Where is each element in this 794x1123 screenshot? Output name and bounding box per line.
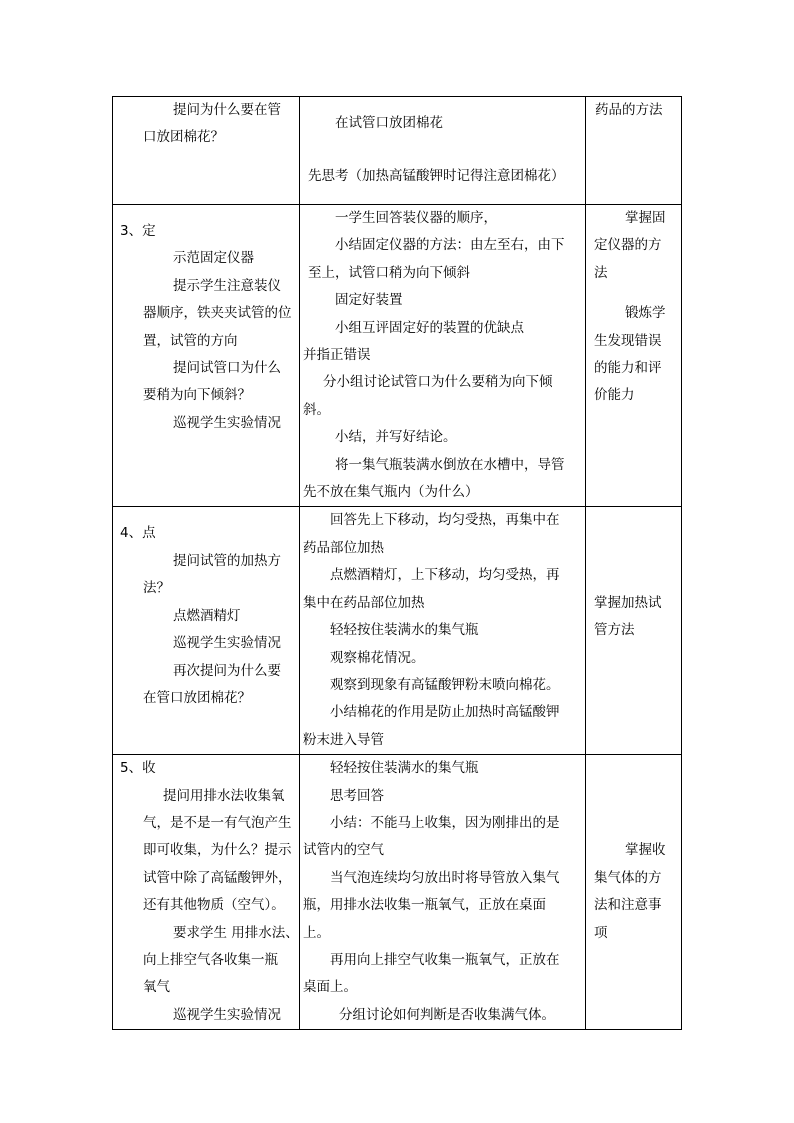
text-line: 瓶，用排水法收集一瓶氧气，正放在桌面 (303, 897, 546, 914)
text-line: 提问试管口为什么 (173, 360, 281, 377)
table-row (113, 755, 682, 1030)
text-line: 器顺序，铁夹夹试管的位 (143, 305, 292, 322)
text-line: 法 (594, 264, 608, 281)
step-label: 4、点 (120, 525, 156, 542)
text-line: 还有其他物质（空气）。 (143, 897, 285, 914)
text-line: 回答先上下移动，均匀受热，再集中在 (330, 512, 560, 529)
table-row (113, 97, 682, 205)
text-line: 观察到现象有高锰酸钾粉末喷向棉花。 (330, 676, 560, 693)
step-label: 5、收 (120, 760, 156, 777)
text-line: 示范固定仪器 (173, 250, 254, 267)
text-line: 小结固定仪器的方法：由左至右，由下 (335, 237, 565, 254)
teacher-activity-cell (113, 97, 300, 205)
text-line: 上。 (303, 924, 330, 941)
text-line: 粉末进入导管 (303, 731, 384, 748)
teacher-activity-cell (113, 507, 300, 755)
text-line: 巡视学生实验情况 (173, 414, 281, 431)
table-row (113, 507, 682, 755)
step-label: 3、定 (120, 223, 156, 239)
text-line: 口放团棉花？ (143, 129, 224, 146)
text-line: 巡视学生实验情况 (173, 635, 281, 652)
text-line: 掌握加热试 (594, 594, 662, 611)
purpose-cell (586, 205, 682, 507)
text-line: 项 (594, 924, 608, 941)
text-line: 再次提问为什么要 (173, 662, 281, 679)
student-activity-cell (300, 205, 586, 507)
text-line: 锻炼学 (625, 305, 666, 322)
teacher-activity-cell (113, 755, 300, 1030)
text-line: 的能力和评 (594, 360, 662, 377)
text-line: 一学生回答装仪器的顺序， (335, 210, 497, 226)
text-line: 集气体的方 (594, 869, 662, 886)
text-line: 提示学生注意装仪 (173, 277, 281, 294)
student-activity-cell (300, 755, 586, 1030)
text-line: 再用向上排空气收集一瓶氧气，正放在 (330, 951, 560, 968)
text-line: 轻轻按住装满水的集气瓶 (330, 622, 479, 639)
text-line: 提问试管的加热方 (173, 552, 281, 569)
text-line: 提问为什么要在管 (173, 102, 281, 118)
text-line: 氧气 (143, 979, 170, 996)
text-line: 试管内的空气 (303, 842, 384, 859)
text-line: 点燃酒精灯，上下移动，均匀受热，再 (330, 567, 560, 584)
text-line: 轻轻按住装满水的集气瓶 (330, 760, 479, 777)
text-line: 定仪器的方 (594, 237, 662, 254)
text-line: 气，是不是一有气泡产生 (143, 814, 292, 831)
text-line: 分小组讨论试管口为什么要稍为向下倾 (323, 374, 553, 391)
text-line: 思考回答 (330, 787, 384, 804)
text-line: 小结棉花的作用是防止加热时高锰酸钾 (330, 704, 560, 721)
student-activity-cell (300, 507, 586, 755)
text-line: 掌握固 (625, 210, 666, 226)
text-line: 管方法 (594, 622, 635, 639)
text-line: 固定好装置 (335, 292, 403, 309)
text-line: 当气泡连续均匀放出时将导管放入集气 (330, 869, 560, 886)
text-line: 置，试管的方向 (143, 332, 238, 349)
purpose-cell (586, 97, 682, 205)
text-line: 法？ (143, 580, 170, 597)
text-line: 要求学生 用排水法、 (173, 924, 299, 941)
text-line: 即可收集，为什么？提示 (143, 842, 292, 859)
text-line: 桌面上。 (303, 979, 357, 996)
text-line: 向上排空气各收集一瓶 (143, 951, 278, 968)
text-line: 在管口放团棉花？ (143, 689, 251, 706)
text-line: 小组互评固定好的装置的优缺点 (335, 319, 524, 336)
lesson-plan-table (112, 96, 682, 1030)
table-row (113, 205, 682, 507)
text-line: 药品部位加热 (303, 539, 384, 556)
text-line: 观察棉花情况。 (330, 649, 425, 666)
text-line: 集中在药品部位加热 (303, 594, 425, 611)
text-line: 药品的方法 (595, 102, 663, 118)
text-line: 法和注意事 (594, 897, 662, 914)
text-line: 分组讨论如何判断是否收集满气体。 (339, 1006, 555, 1023)
text-line: 小结：不能马上收集，因为刚排出的是 (330, 814, 560, 831)
text-line: 要稍为向下倾斜？ (143, 387, 251, 404)
text-line: 生发现错误 (594, 332, 662, 349)
text-line: 在试管口放团棉花 (335, 115, 443, 131)
student-activity-cell (300, 97, 586, 205)
text-line: 将一集气瓶装满水倒放在水槽中，导管 (335, 456, 565, 473)
text-line: 斜。 (303, 401, 330, 418)
text-line: 先不放在集气瓶内（为什么） (303, 484, 479, 501)
text-line: 巡视学生实验情况 (173, 1006, 281, 1023)
purpose-cell (586, 507, 682, 755)
teacher-activity-cell (113, 205, 300, 507)
text-line: 并指正错误 (303, 347, 371, 364)
text-line: 至上，试管口稍为向下倾斜 (308, 264, 470, 281)
text-line: 提问用排水法收集氧 (163, 787, 285, 804)
purpose-cell (586, 755, 682, 1030)
text-line: 试管中除了高锰酸钾外， (143, 869, 292, 886)
text-line: 价能力 (594, 387, 635, 404)
text-line: 点燃酒精灯 (173, 607, 241, 624)
text-line: 掌握收 (625, 842, 666, 859)
text-line: 先思考（加热高锰酸钾时记得注意团棉花） (308, 168, 565, 185)
text-line: 小结，并写好结论。 (335, 429, 457, 446)
